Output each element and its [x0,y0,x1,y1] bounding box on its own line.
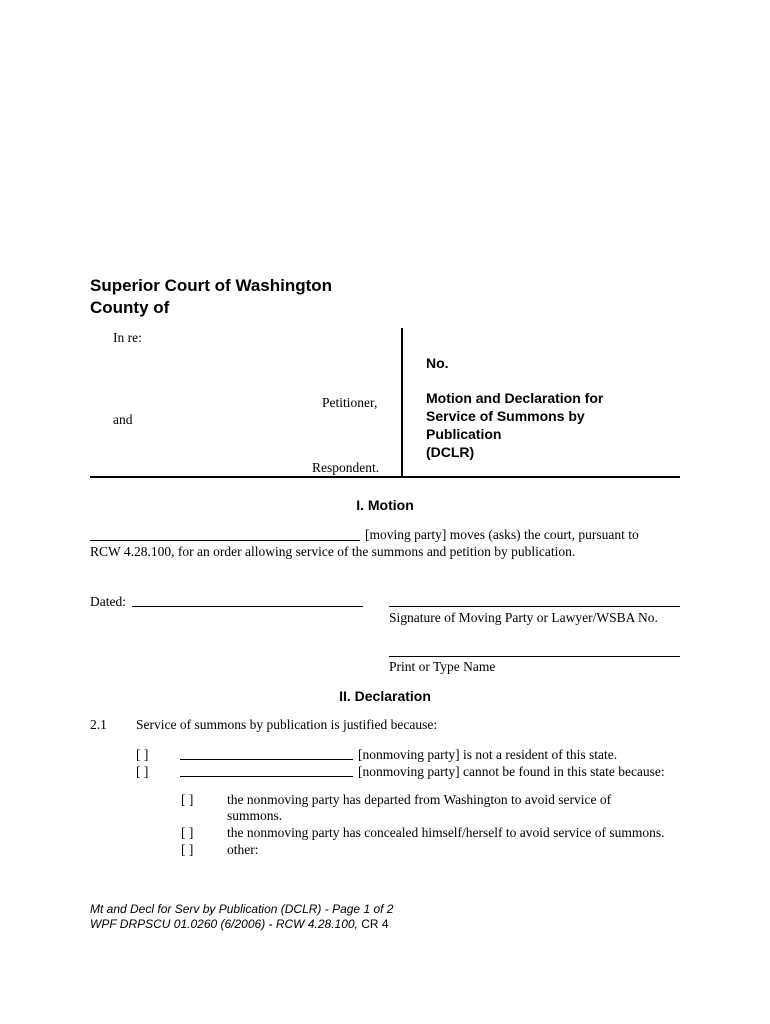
item-number: 2.1 [90,717,107,732]
checkbox-concealed[interactable]: [ ] [181,825,194,840]
document-title-line: Publication [426,426,502,442]
document-title-line: (DCLR) [426,444,475,460]
and-label: and [113,412,133,427]
checkbox-cannot-be-found[interactable]: [ ] [136,764,149,779]
document-title-line: Motion and Declaration for [426,390,604,406]
print-name-label: Print or Type Name [389,659,496,674]
caption-divider [401,328,403,476]
checkbox-not-resident[interactable]: [ ] [136,747,149,762]
petitioner-label: Petitioner, [322,395,378,410]
footer-line1: Mt and Decl for Serv by Publication (DCLR) - Page 1 of 2 [90,902,394,916]
motion-heading: I. Motion [356,497,414,513]
in-re-label: In re: [113,330,142,345]
caption-bottom-rule [90,476,680,478]
case-number-label: No. [426,355,449,371]
sub-option-concealed: the nonmoving party has concealed himself/herself to avoid service of summons. [227,825,665,840]
item-text: Service of summons by publication is justified because: [136,717,438,732]
motion-text-line1: [moving party] moves (asks) the court, pursuant to [365,527,639,542]
option-cannot-be-found: [nonmoving party] cannot be found in this state because: [358,764,665,779]
document-title-line: Service of Summons by [426,408,585,424]
option-not-resident: [nonmoving party] is not a resident of this state. [358,747,618,762]
print-name-line[interactable] [389,656,680,657]
dated-label: Dated: [90,594,126,609]
signature-label: Signature of Moving Party or Lawyer/WSBA No. [389,610,658,625]
checkbox-other[interactable]: [ ] [181,842,194,857]
nonmoving-party-blank[interactable] [180,759,353,760]
sub-option-departed-cont: summons. [227,808,283,823]
footer-line2 [90,917,389,931]
sub-option-other: other: [227,842,259,857]
footer-rule-ref: CR 4 [357,917,389,931]
motion-text-line2: RCW 4.28.100, for an order allowing service of the summons and petition by publication. [90,544,576,559]
nonmoving-party-blank[interactable] [180,776,353,777]
court-name: Superior Court of Washington [90,276,333,295]
checkbox-departed[interactable]: [ ] [181,792,194,807]
date-blank[interactable] [132,606,363,607]
signature-line[interactable] [389,606,680,607]
document-title [426,389,603,461]
respondent-label: Respondent. [312,460,380,475]
footer-form-id: WPF DRPSCU 01.0260 (6/2006) - RCW 4.28.100, [90,917,358,931]
moving-party-blank[interactable] [90,540,360,541]
declaration-heading: II. Declaration [339,688,431,704]
sub-option-departed: the nonmoving party has departed from Washington to avoid service of [227,792,612,807]
county-label: County of [90,298,170,317]
